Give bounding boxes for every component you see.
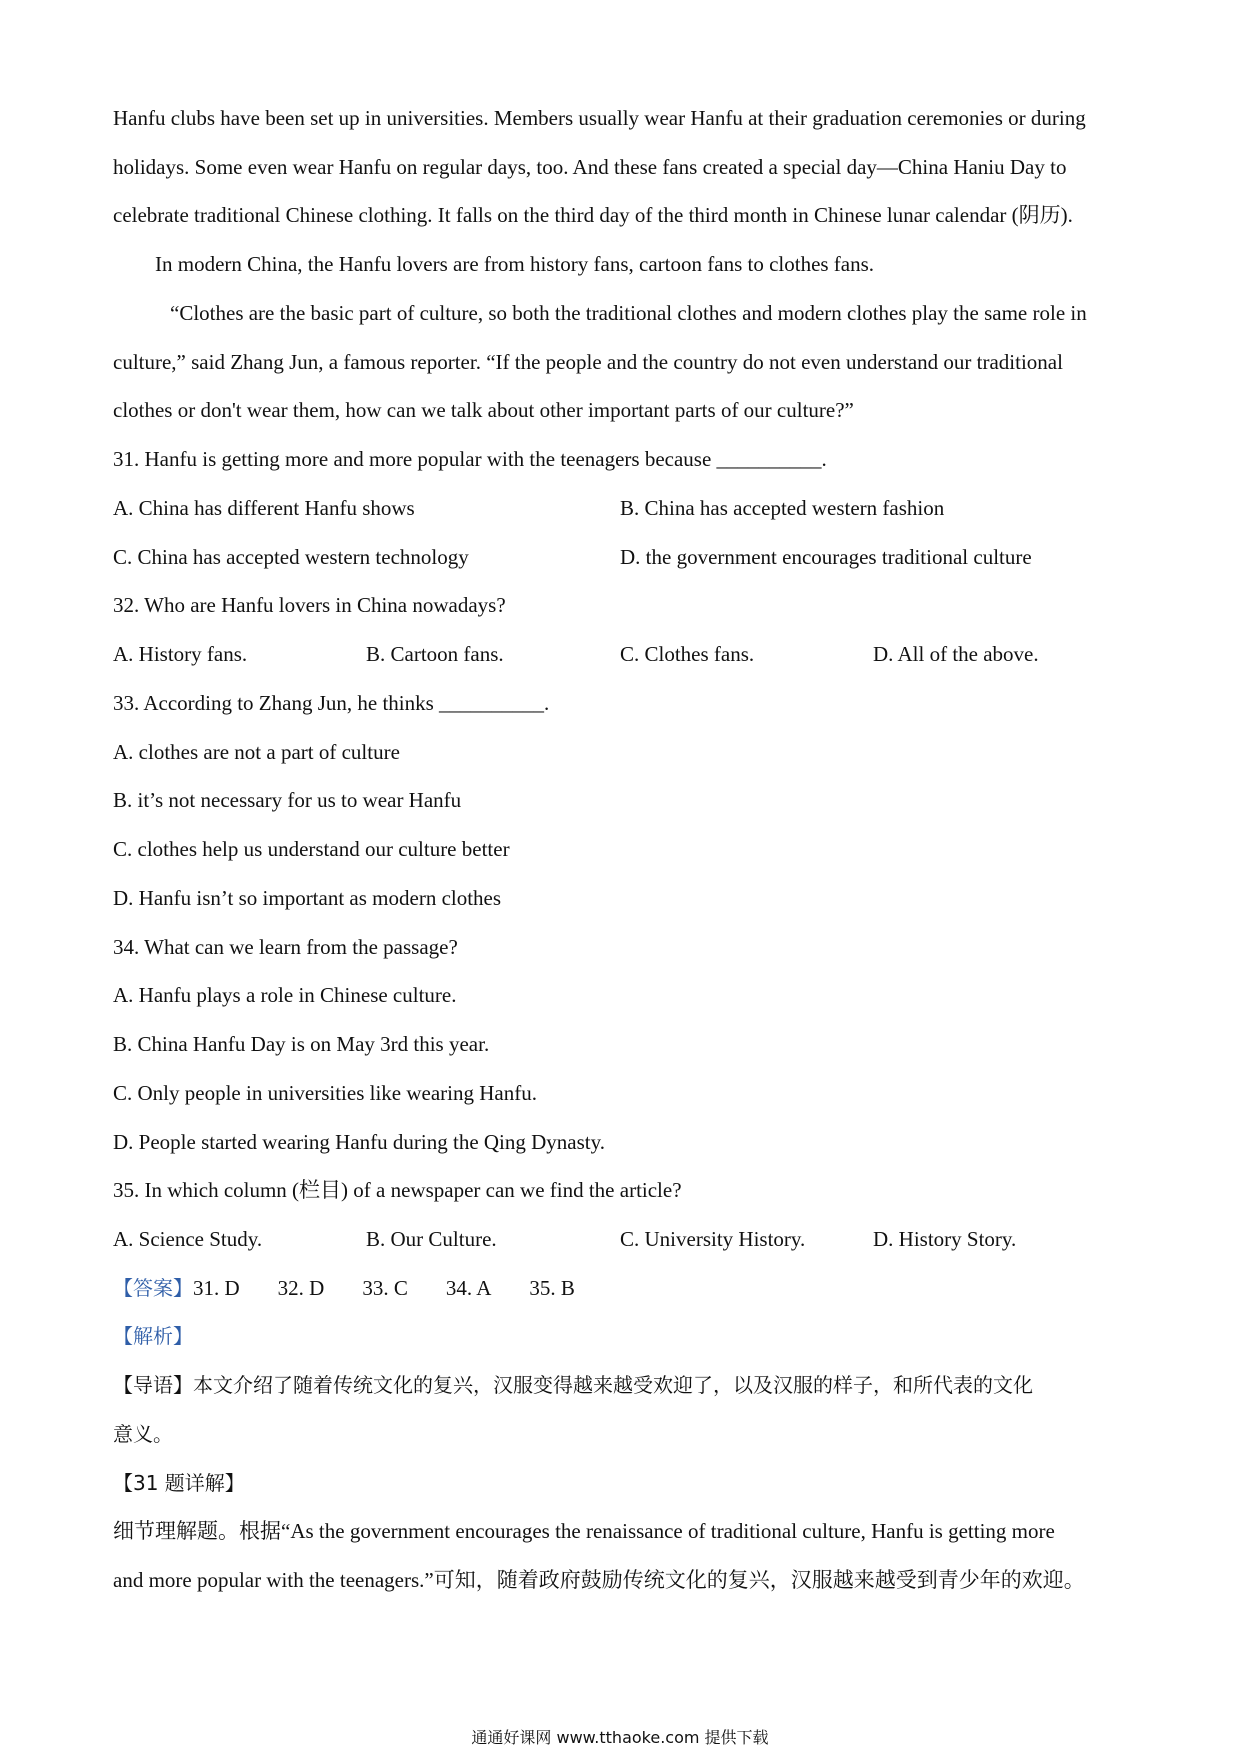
question-32-option-d: D. All of the above. — [873, 642, 1039, 666]
answer-item: 33. C — [362, 1276, 408, 1300]
question-31-option-d: D. the government encourages traditional culture — [620, 545, 1032, 569]
question-33-stem: 33. According to Zhang Jun, he thinks __________. — [113, 691, 550, 715]
page-footer: 通通好课网 www.tthaoke.com 提供下载 — [471, 1728, 769, 1747]
question-34-stem: 34. What can we learn from the passage? — [113, 935, 458, 959]
answer-item: 32. D — [277, 1276, 325, 1300]
intro-label: 【导语】 — [113, 1373, 193, 1397]
question-35-option-d: D. History Story. — [873, 1227, 1017, 1251]
answer-item: 31. D — [193, 1276, 240, 1300]
passage-line: “Clothes are the basic part of culture, so both the traditional clothes and modern clothes play the same role in — [170, 301, 1087, 325]
question-33-option-b: B. it’s not necessary for us to wear Hanfu — [113, 788, 462, 812]
question-34-option-b: B. China Hanfu Day is on May 3rd this year. — [113, 1032, 490, 1056]
analysis-q31-label: 【31 题详解】 — [113, 1471, 245, 1495]
answer-row — [113, 1274, 1133, 1302]
passage-line: culture,” said Zhang Jun, a famous reporter. “If the people and the country do not even understand our traditional — [113, 350, 1063, 374]
answer-item: 34. A — [445, 1276, 492, 1300]
passage-line: Hanfu clubs have been set up in universities. Members usually wear Hanfu at their graduation ceremonies or during — [113, 106, 1086, 130]
question-32-option-c: C. Clothes fans. — [620, 642, 755, 666]
analysis-label: 【解析】 — [113, 1324, 193, 1348]
intro-text: 本文介绍了随着传统文化的复兴，汉服变得越来越受欢迎了，以及汉服的样子，和所代表的文化 — [193, 1373, 1033, 1397]
question-34-option-c: C. Only people in universities like wearing Hanfu. — [113, 1081, 537, 1105]
question-32-option-a: A. History fans. — [113, 642, 248, 666]
passage-line: celebrate traditional Chinese clothing. It falls on the third day of the third month in Chinese lunar calendar (阴历). — [113, 203, 1073, 227]
answer-item: 35. B — [529, 1276, 575, 1300]
question-31-option-a: A. China has different Hanfu shows — [113, 496, 415, 520]
question-33-option-c: C. clothes help us understand our culture better — [113, 837, 510, 861]
passage-line: holidays. Some even wear Hanfu on regular days, too. And these fans created a special day—China Haniu Day to — [113, 155, 1067, 179]
question-35-option-c: C. University History. — [620, 1227, 806, 1251]
analysis-q31-line: 细节理解题。根据“As the government encourages the renaissance of traditional culture, Hanfu is getting more — [113, 1519, 1055, 1543]
question-32-option-b: B. Cartoon fans. — [366, 642, 504, 666]
passage-line: clothes or don't wear them, how can we talk about other important parts of our culture?” — [113, 398, 854, 422]
question-34-option-d: D. People started wearing Hanfu during the Qing Dynasty. — [113, 1130, 606, 1154]
analysis-label-row — [113, 1322, 1133, 1350]
analysis-intro-line — [113, 1371, 1133, 1399]
question-32-stem: 32. Who are Hanfu lovers in China nowadays? — [113, 593, 506, 617]
question-33-option-a: A. clothes are not a part of culture — [113, 740, 400, 764]
question-35-option-b: B. Our Culture. — [366, 1227, 497, 1251]
question-31-option-b: B. China has accepted western fashion — [620, 496, 945, 520]
analysis-intro-line: 意义。 — [113, 1422, 173, 1446]
answer-label: 【答案】 — [113, 1276, 193, 1300]
passage-line: In modern China, the Hanfu lovers are from history fans, cartoon fans to clothes fans. — [155, 252, 875, 276]
question-33-option-d: D. Hanfu isn’t so important as modern clothes — [113, 886, 502, 910]
question-35-stem: 35. In which column (栏目) of a newspaper can we find the article? — [113, 1178, 682, 1202]
question-31-option-c: C. China has accepted western technology — [113, 545, 469, 569]
question-35-option-a: A. Science Study. — [113, 1227, 263, 1251]
question-34-option-a: A. Hanfu plays a role in Chinese culture. — [113, 983, 457, 1007]
analysis-q31-line: and more popular with the teenagers.”可知，随着政府鼓励传统文化的复兴，汉服越来越受到青少年的欢迎。 — [113, 1568, 1085, 1592]
question-31-stem: 31. Hanfu is getting more and more popular with the teenagers because __________. — [113, 447, 827, 471]
